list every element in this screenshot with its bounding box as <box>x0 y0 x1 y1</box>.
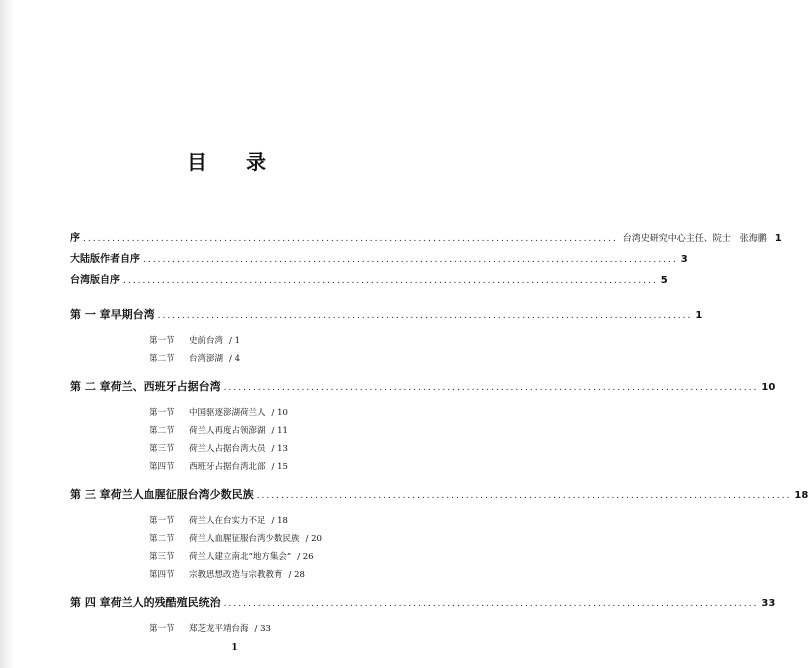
section-page: / 33 <box>254 624 271 634</box>
toc-entry-page: 3 <box>680 254 688 265</box>
section-title: 荷兰人血腥征服台湾少数民族 <box>189 534 300 544</box>
section-title: 史前台湾 <box>189 336 224 346</box>
toc-chapter[interactable] <box>70 486 808 502</box>
section-number: 第二节 <box>149 426 175 436</box>
toc-front-entry[interactable] <box>70 271 668 286</box>
section-number: 第一节 <box>149 624 175 634</box>
section-number: 第二节 <box>149 534 175 544</box>
section-page: / 11 <box>271 426 288 436</box>
section-page: / 4 <box>229 354 240 364</box>
page-binding-shadow <box>0 0 14 668</box>
toc-section[interactable] <box>149 352 240 364</box>
section-page: / 18 <box>271 516 288 526</box>
toc-chapter[interactable] <box>70 594 776 610</box>
toc-section[interactable] <box>149 532 322 544</box>
toc-entry-page: 1 <box>774 233 782 244</box>
dot-leader: .............................................................................................................. <box>256 491 792 501</box>
toc-chapter[interactable] <box>70 306 703 322</box>
toc-entry-label: 台湾版自序 <box>70 275 120 286</box>
section-number: 第三节 <box>149 444 175 454</box>
section-title: 荷兰人占据台湾大员 <box>189 444 266 454</box>
dot-leader: .............................................................................................................. <box>143 255 678 265</box>
toc-entry-label: 大陆版作者自序 <box>70 254 140 265</box>
toc-section[interactable] <box>149 460 288 472</box>
section-number: 第三节 <box>149 552 175 562</box>
chapter-number: 第 一 章 <box>70 308 111 321</box>
section-number: 第一节 <box>149 408 175 418</box>
section-page: / 26 <box>297 552 314 562</box>
chapter-number: 第 四 章 <box>70 596 111 609</box>
chapter-title: 荷兰、西班牙占据台湾 <box>110 380 221 393</box>
toc-section[interactable] <box>149 442 288 454</box>
toc-entry-author: 台湾史研究中心主任、院士 张海鹏 <box>622 234 767 244</box>
toc-section[interactable] <box>149 406 288 418</box>
toc-front-entry[interactable] <box>70 229 782 244</box>
chapter-page: 18 <box>794 490 808 501</box>
toc-section[interactable] <box>149 334 240 346</box>
chapter-number: 第 三 章 <box>70 488 111 501</box>
section-number: 第四节 <box>149 462 175 472</box>
toc-section[interactable] <box>149 568 305 580</box>
toc-section[interactable] <box>149 622 271 634</box>
page-number: 1 <box>231 643 238 653</box>
section-page: / 20 <box>305 534 322 544</box>
dot-leader: .............................................................................................................. <box>223 383 759 393</box>
chapter-title: 荷兰人的残酷殖民统治 <box>110 596 221 609</box>
chapter-page: 33 <box>761 598 776 609</box>
dot-leader: .............................................................................................................. <box>83 234 618 244</box>
chapter-title: 荷兰人血腥征服台湾少数民族 <box>110 488 254 501</box>
section-title: 荷兰人在台实力不足 <box>189 516 266 526</box>
toc-entry-page: 5 <box>660 275 668 286</box>
section-page: / 15 <box>271 462 288 472</box>
chapter-page: 10 <box>761 382 776 393</box>
toc-section[interactable] <box>149 424 288 436</box>
dot-leader: .............................................................................................................. <box>157 311 693 321</box>
section-title: 宗教思想改造与宗教教育 <box>189 570 283 580</box>
chapter-page: 1 <box>695 310 703 321</box>
chapter-number: 第 二 章 <box>70 380 111 393</box>
section-number: 第一节 <box>149 516 175 526</box>
section-number: 第二节 <box>149 354 175 364</box>
section-page: / 13 <box>271 444 288 454</box>
section-title: 荷兰人建立南北“地方集会” <box>189 552 292 562</box>
chapter-title: 早期台湾 <box>110 308 155 321</box>
section-title: 台湾澎湖 <box>189 354 224 364</box>
section-page: / 1 <box>229 336 240 346</box>
section-page: / 28 <box>288 570 305 580</box>
section-page: / 10 <box>271 408 288 418</box>
section-title: 荷兰人再度占领澎湖 <box>189 426 266 436</box>
toc-section[interactable] <box>149 514 288 526</box>
section-title: 西班牙占据台湾北部 <box>189 462 266 472</box>
section-title: 中国驱逐澎湖荷兰人 <box>189 408 266 418</box>
section-title: 郑芝龙平靖台海 <box>189 624 249 634</box>
toc-front-entry[interactable] <box>70 250 688 265</box>
toc-entry-label: 序 <box>70 233 80 244</box>
page-title: 目 录 <box>187 150 282 174</box>
dot-leader: .............................................................................................................. <box>223 599 759 609</box>
dot-leader: .............................................................................................................. <box>123 276 658 286</box>
toc-section[interactable] <box>149 550 314 562</box>
section-number: 第四节 <box>149 570 175 580</box>
toc-chapter[interactable] <box>70 378 776 394</box>
section-number: 第一节 <box>149 336 175 346</box>
